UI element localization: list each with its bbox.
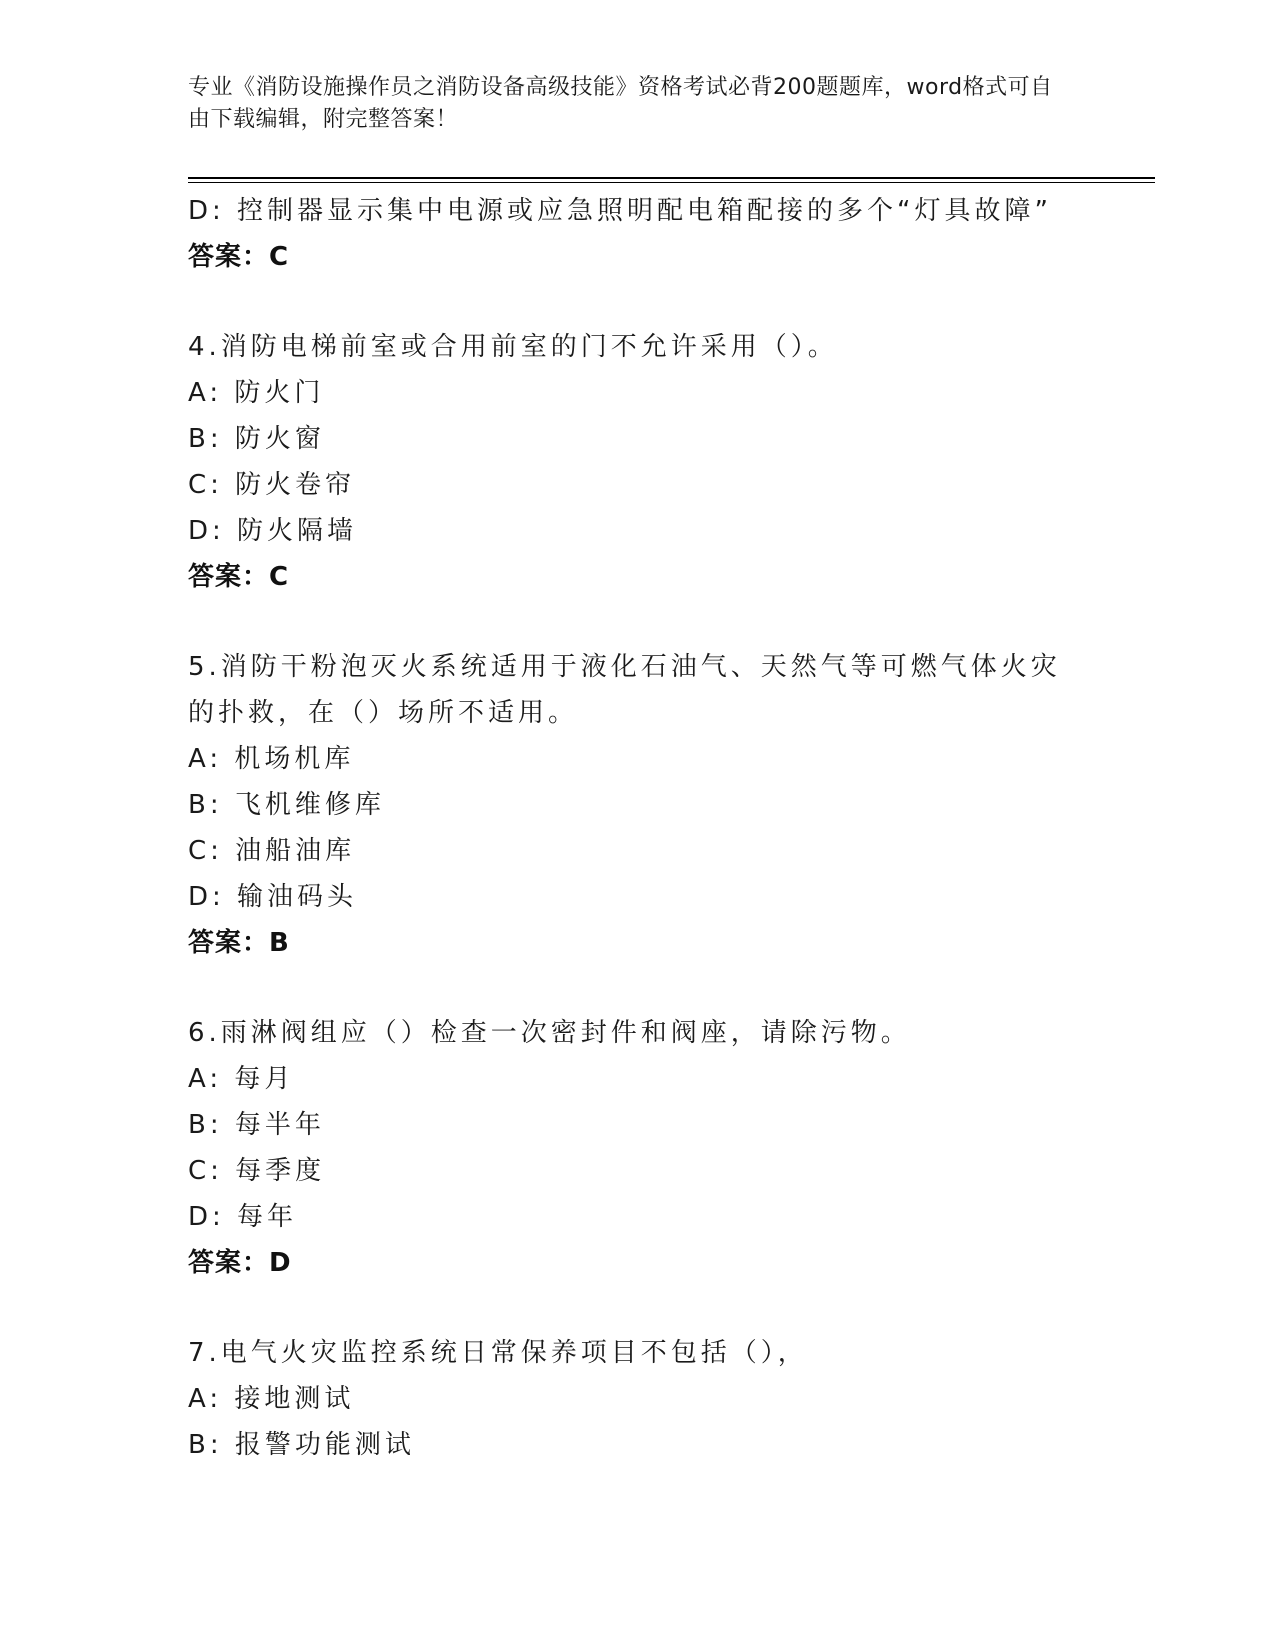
option-d: D: 防火隔墙 [188, 516, 358, 546]
question-6 [188, 1010, 1148, 1286]
carryover-block [188, 188, 1148, 280]
option-c: C: 每季度 [188, 1156, 326, 1186]
option-a: A: 接地测试 [188, 1384, 355, 1414]
document-body [188, 188, 1148, 1468]
answer-line: 答案：C [188, 562, 290, 592]
answer-line: 答案：B [188, 928, 290, 958]
option-a: A: 机场机库 [188, 744, 355, 774]
question-stem: 6.雨淋阀组应（）检查一次密封件和阀座，请除污物。 [188, 1018, 911, 1048]
option-d: D: 输油码头 [188, 882, 358, 912]
option-b: B: 防火窗 [188, 424, 325, 454]
question-4 [188, 324, 1148, 600]
header-divider-thick [188, 177, 1155, 179]
option-b: B: 飞机维修库 [188, 790, 385, 820]
option-a: A: 每月 [188, 1064, 295, 1094]
option-b: B: 报警功能测试 [188, 1430, 415, 1460]
option-d: D: 每年 [188, 1202, 298, 1232]
question-7 [188, 1330, 1148, 1468]
page-header: 专业《消防设施操作员之消防设备高级技能》资格考试必背200题题库，word格式可自由下载编辑，附完整答案！ [188, 75, 1053, 132]
question-stem: 5.消防干粉泡灭火系统适用于液化石油气、天然气等可燃气体火灾的扑救，在（）场所不适用。 [188, 652, 1061, 728]
answer-line: 答案：D [188, 1248, 292, 1278]
option-d: D: 控制器显示集中电源或应急照明配电箱配接的多个“灯具故障” [188, 196, 1052, 226]
option-b: B: 每半年 [188, 1110, 325, 1140]
option-c: C: 油船油库 [188, 836, 356, 866]
header-divider-thin [188, 182, 1155, 183]
answer-line: 答案：C [188, 242, 290, 272]
question-stem: 7.电气火灾监控系统日常保养项目不包括（）， [188, 1338, 808, 1368]
option-c: C: 防火卷帘 [188, 470, 356, 500]
question-5 [188, 644, 1148, 966]
option-a: A: 防火门 [188, 378, 325, 408]
question-stem: 4.消防电梯前室或合用前室的门不允许采用（）。 [188, 332, 838, 362]
